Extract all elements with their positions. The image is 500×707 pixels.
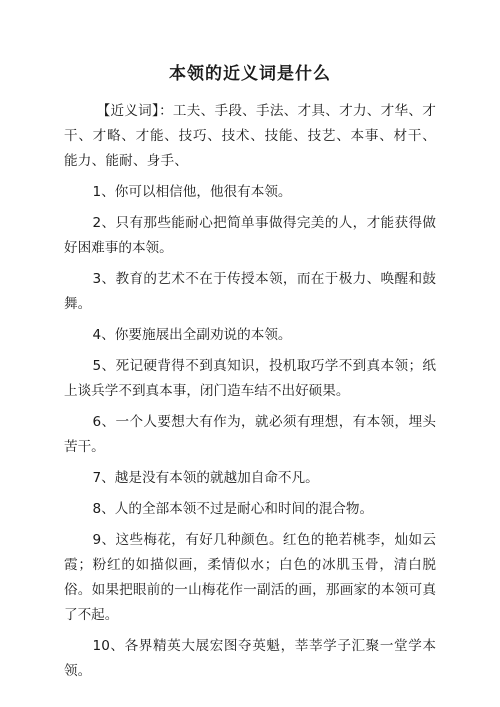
example-sentence-3: 3、教育的艺术不在于传授本领，而在于极力、唤醒和鼓舞。 [64,271,436,312]
example-sentence-8: 8、人的全部本领不过是耐心和时间的混合物。 [92,501,374,517]
example-sentence-10: 10、各界精英大展宏图夺英魁，莘莘学子汇聚一堂学本领。 [64,638,436,679]
synonyms-paragraph: 【近义词】：工夫、手段、手法、才具、才力、才华、才干、才略、才能、技巧、技术、技能、技艺、本事、材干、能力、能耐、身手、 [64,103,436,169]
example-sentence-4: 4、你要施展出全副劝说的本领。 [92,327,292,343]
example-sentence-5: 5、死记硬背得不到真知识，投机取巧学不到真本领；纸上谈兵学不到真本事，闭门造车结不出好硕果。 [64,358,436,399]
example-sentence-7: 7、越是没有本领的就越加自命不凡。 [92,470,319,486]
example-sentence-6: 6、一个人要想大有作为，就必须有理想，有本领，埋头苦干。 [64,414,436,455]
example-sentence-9: 9、这些梅花，有好几种颜色。红色的艳若桃李，灿如云霞；粉红的如描似画，柔情似水；白色的冰肌玉骨，清白脱俗。如果把眼前的一山梅花作一副活的画，那画家的本领可真了不起。 [64,532,436,623]
example-sentence-2: 2、只有那些能耐心把简单事做得完美的人，才能获得做好困难事的本领。 [64,215,436,256]
page-title: 本领的近义词是什么 [169,64,331,84]
example-sentence-1: 1、你可以相信他，他很有本领。 [92,184,292,200]
